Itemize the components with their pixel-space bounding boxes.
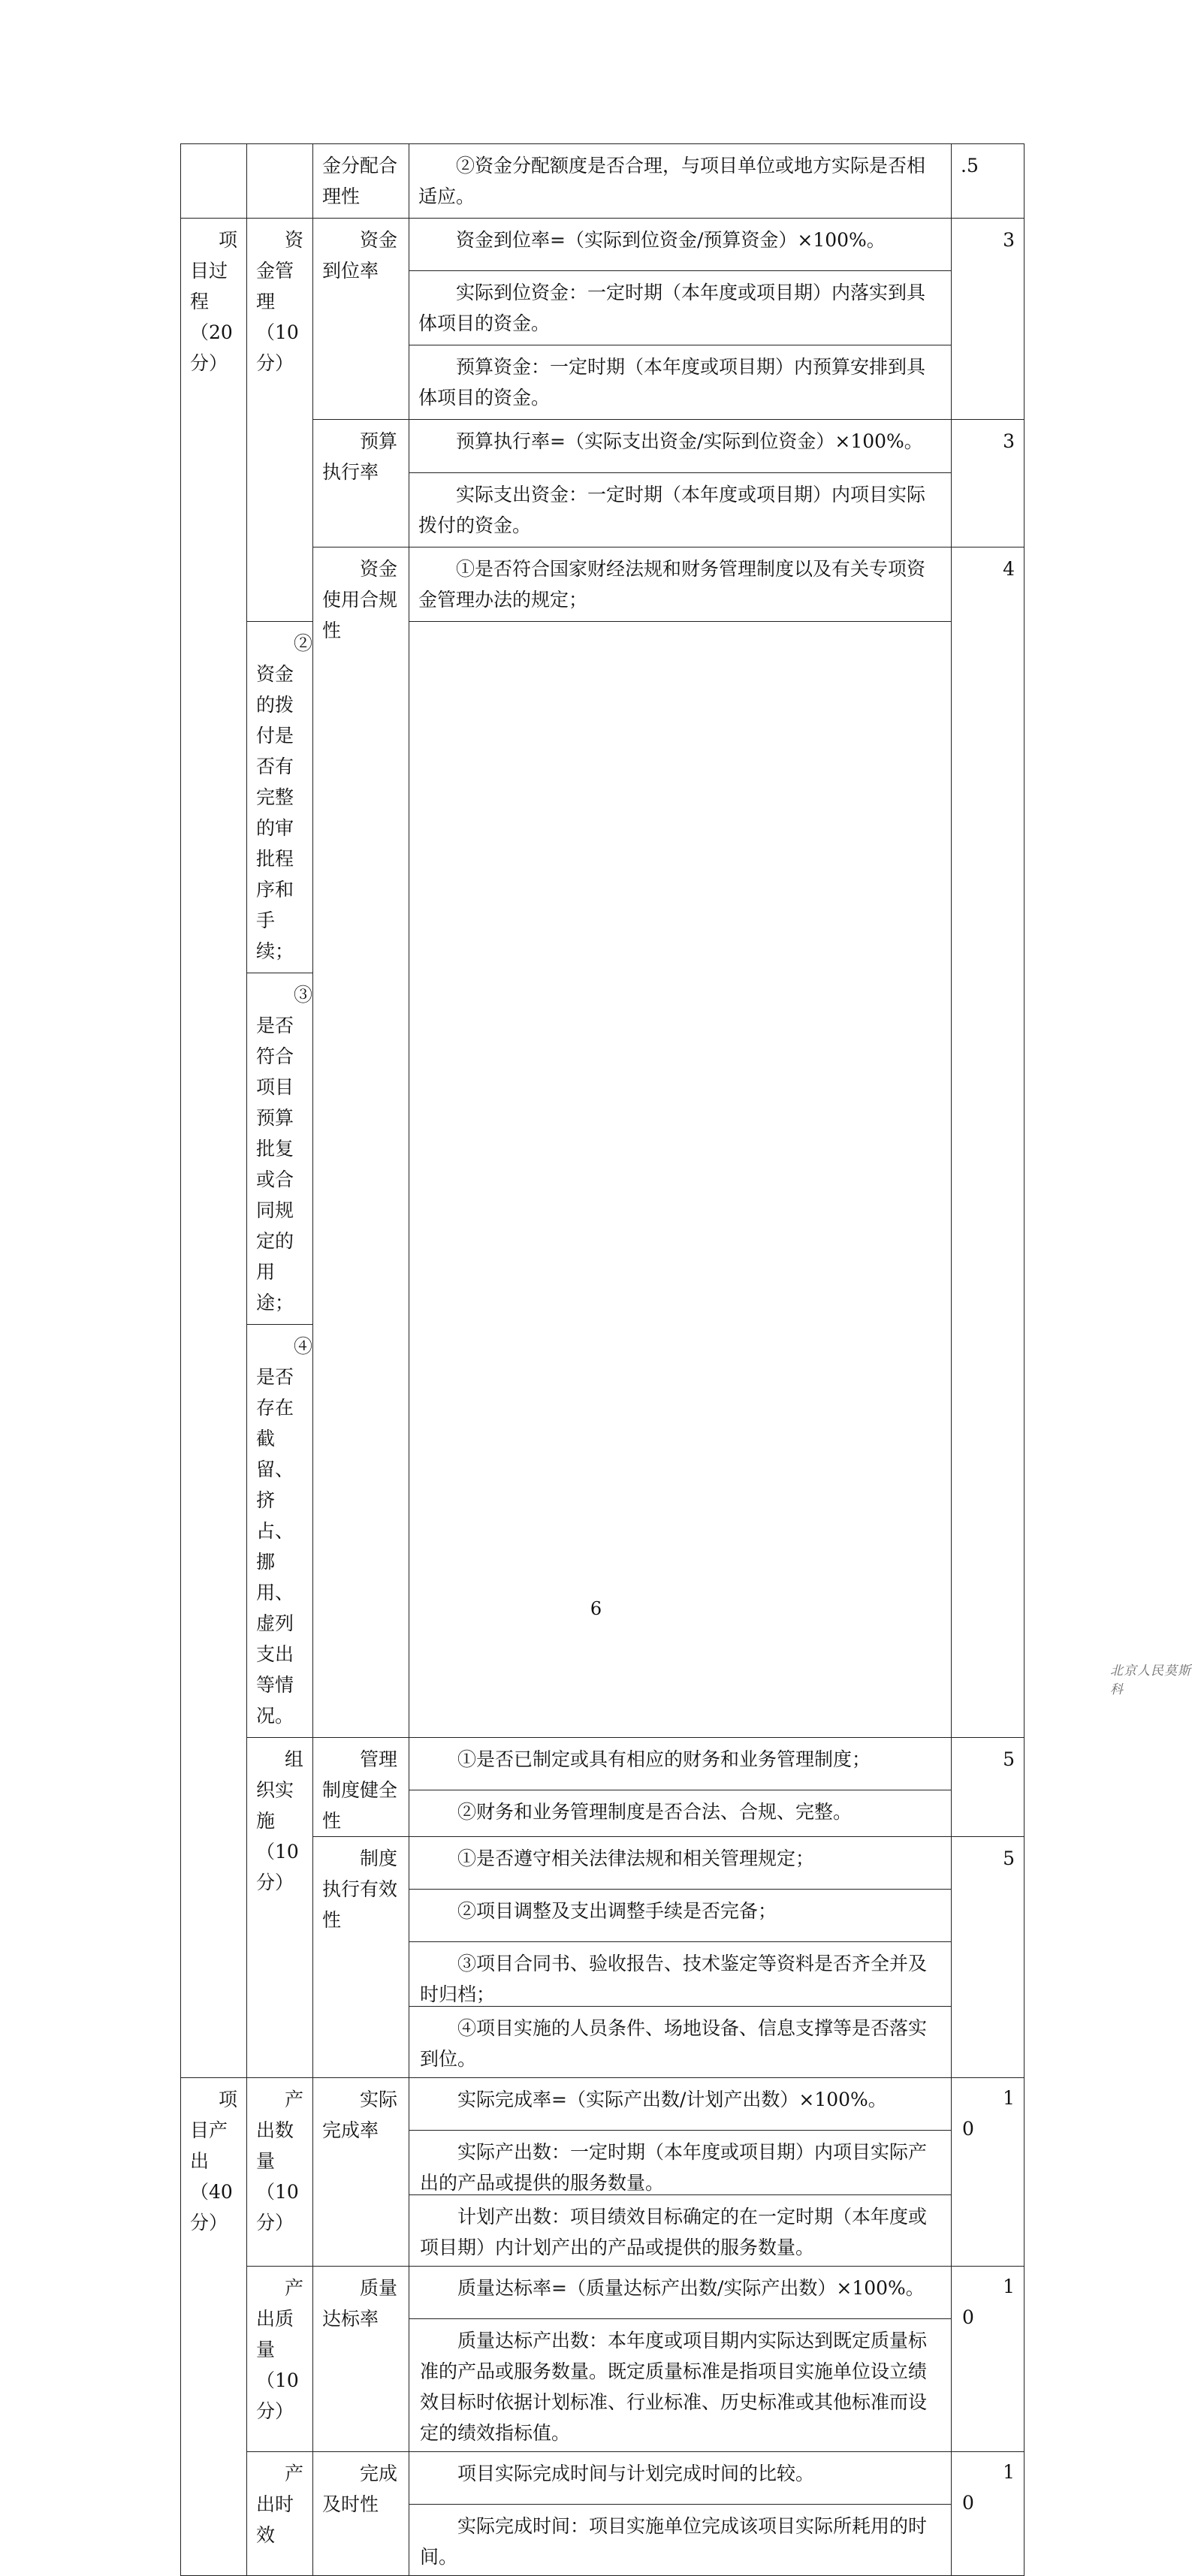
criteria-cell: ④是否存在截留、挤占、挪用、虚列支出等情况。 [247,1325,313,1738]
table-row [181,2267,1025,2452]
criteria-cell [409,2267,952,2452]
criteria-line: ①是否已制定或具有相应的财务和业务管理制度； [409,1738,951,1790]
level2-label-head: 组 [284,1748,303,1770]
criteria-line: ③项目合同书、验收报告、技术鉴定等资料是否齐全并及时归档； [409,1942,951,2007]
level2-label-head: 产 [284,2089,303,2110]
score-line: 0 [962,2492,974,2514]
level2-cell-empty [247,144,313,219]
criteria-cell: ②资金分配额度是否合理，与项目单位或地方实际是否相适应。 [409,144,952,219]
level3-cell: 管理制度健全性 [313,1738,409,1837]
score-cell: 3 [952,219,1025,420]
level1-label-head: 项 [218,229,237,251]
criteria-line: 实际产出数：一定时期（本年度或项目期）内项目实际产出的产品或提供的服务数量。 [409,2131,951,2195]
criteria-cell: ③是否符合项目预算批复或合同规定的用途； [247,973,313,1325]
level2-cell-org [247,1738,313,2078]
level2-label-head: 资 [284,229,303,251]
score-cell: 3 [952,420,1025,547]
level2-cell-qty [247,2078,313,2267]
criteria-cell: ②资金的拨付是否有完整的审批程序和手续； [247,622,313,973]
level3-cell: 制度执行有效性 [313,1837,409,2078]
level2-label-body: 金管理（10分） [256,260,299,374]
criteria-cell: 预算执行率=（实际支出资金/实际到位资金）×100%。 [409,420,952,473]
criteria-cell: 预算资金：一定时期（本年度或项目期）内预算安排到具体项目的资金。 [409,345,952,420]
level1-cell-process [181,219,247,2078]
criteria-cell: 实际支出资金：一定时期（本年度或项目期）内项目实际拨付的资金。 [409,473,952,547]
criteria-line: 质量达标产出数：本年度或项目期内实际达到既定质量标准的产品或服务数量。既定质量标准是指项目实施单位设立绩效目标时依据计划标准、行业标准、历史标准或其他标准而设定的绩效指标值。 [420,2330,928,2444]
score-cell [952,2078,1025,2267]
table-row [181,219,1025,271]
level2-cell-fund [247,219,313,622]
table-row [181,622,1025,973]
level3-cell: 实际完成率 [313,2078,409,2267]
criteria-cell: 实际到位资金：一定时期（本年度或项目期）内落实到具体项目的资金。 [409,271,952,345]
criteria-line: ④项目实施的人员条件、场地设备、信息支撑等是否落实到位。 [420,2017,928,2070]
level3-cell: 预算执行率 [313,420,409,547]
performance-indicator-table [180,143,1025,2576]
level2-cell-qual [247,2267,313,2452]
criteria-line: ②财务和业务管理制度是否合法、合规、完整。 [457,1801,853,1823]
criteria-line: ②项目调整及支出调整手续是否完备； [409,1890,951,1942]
criteria-line: 实际完成率=（实际产出数/计划产出数）×100%。 [409,2078,951,2131]
level2-label-body: 出时效 [256,2493,294,2546]
level2-label-head: 产 [284,2463,303,2484]
criteria-line: 计划产出数：项目绩效目标确定的在一定时期（本年度或项目期）内计划产出的产品或提供的服务数量。 [420,2206,928,2258]
level2-label-body: 织实施（10分） [256,1779,299,1893]
level3-cell: 资金使用合规性 [313,547,409,1738]
level2-label-head: 产 [284,2277,303,2299]
criteria-line: ①是否遵守相关法律法规和相关管理规定； [409,1837,951,1890]
criteria-cell [409,2452,952,2576]
level3-cell: 资金到位率 [313,219,409,420]
level1-cell-empty [181,144,247,219]
level1-label-body: 目产出（40分） [190,2119,233,2234]
score-line: 1 [1003,2276,1015,2297]
level3-cell: 金分配合理性 [313,144,409,219]
criteria-cell [409,1738,952,1837]
table-row [181,973,1025,1325]
criteria-line: 质量达标率=（质量达标产出数/实际产出数）×100%。 [409,2267,951,2319]
level3-cell: 完成及时性 [313,2452,409,2576]
table-row [181,2452,1025,2576]
score-cell [952,2452,1025,2576]
watermark-text: 北京人民莫斯科 [1110,1664,1191,1697]
level1-label-body: 目过程（20分） [190,260,233,374]
table-row [181,1738,1025,1837]
page-number: 6 [590,1598,602,1619]
level1-label-head: 项 [218,2089,237,2110]
score-line: 0 [962,2118,974,2140]
level3-cell: 质量达标率 [313,2267,409,2452]
score-line: 0 [962,2306,974,2328]
table-row [181,2078,1025,2267]
level2-label-body: 出数量（10分） [256,2119,299,2234]
score-cell: 5 [952,1738,1025,1837]
criteria-line: 实际完成时间：项目实施单位完成该项目实际所耗用的时间。 [420,2515,928,2568]
criteria-cell [409,2078,952,2267]
score-line: 1 [1003,2087,1015,2109]
level2-cell-time [247,2452,313,2576]
score-line: 1 [1003,2461,1015,2483]
table-row [181,144,1025,219]
criteria-cell: ①是否符合国家财经法规和财务管理制度以及有关专项资金管理办法的规定； [409,547,952,622]
criteria-cell [409,1837,952,2078]
criteria-line: 项目实际完成时间与计划完成时间的比较。 [409,2452,951,2505]
score-cell [952,2267,1025,2452]
score-cell: 5 [952,1837,1025,2078]
score-cell: .5 [952,144,1025,219]
criteria-cell: 资金到位率=（实际到位资金/预算资金）×100%。 [409,219,952,271]
level1-cell-output [181,2078,247,2576]
level2-label-body: 出质量（10分） [256,2308,299,2422]
score-cell: 4 [952,547,1025,1738]
table-row [181,1325,1025,1738]
